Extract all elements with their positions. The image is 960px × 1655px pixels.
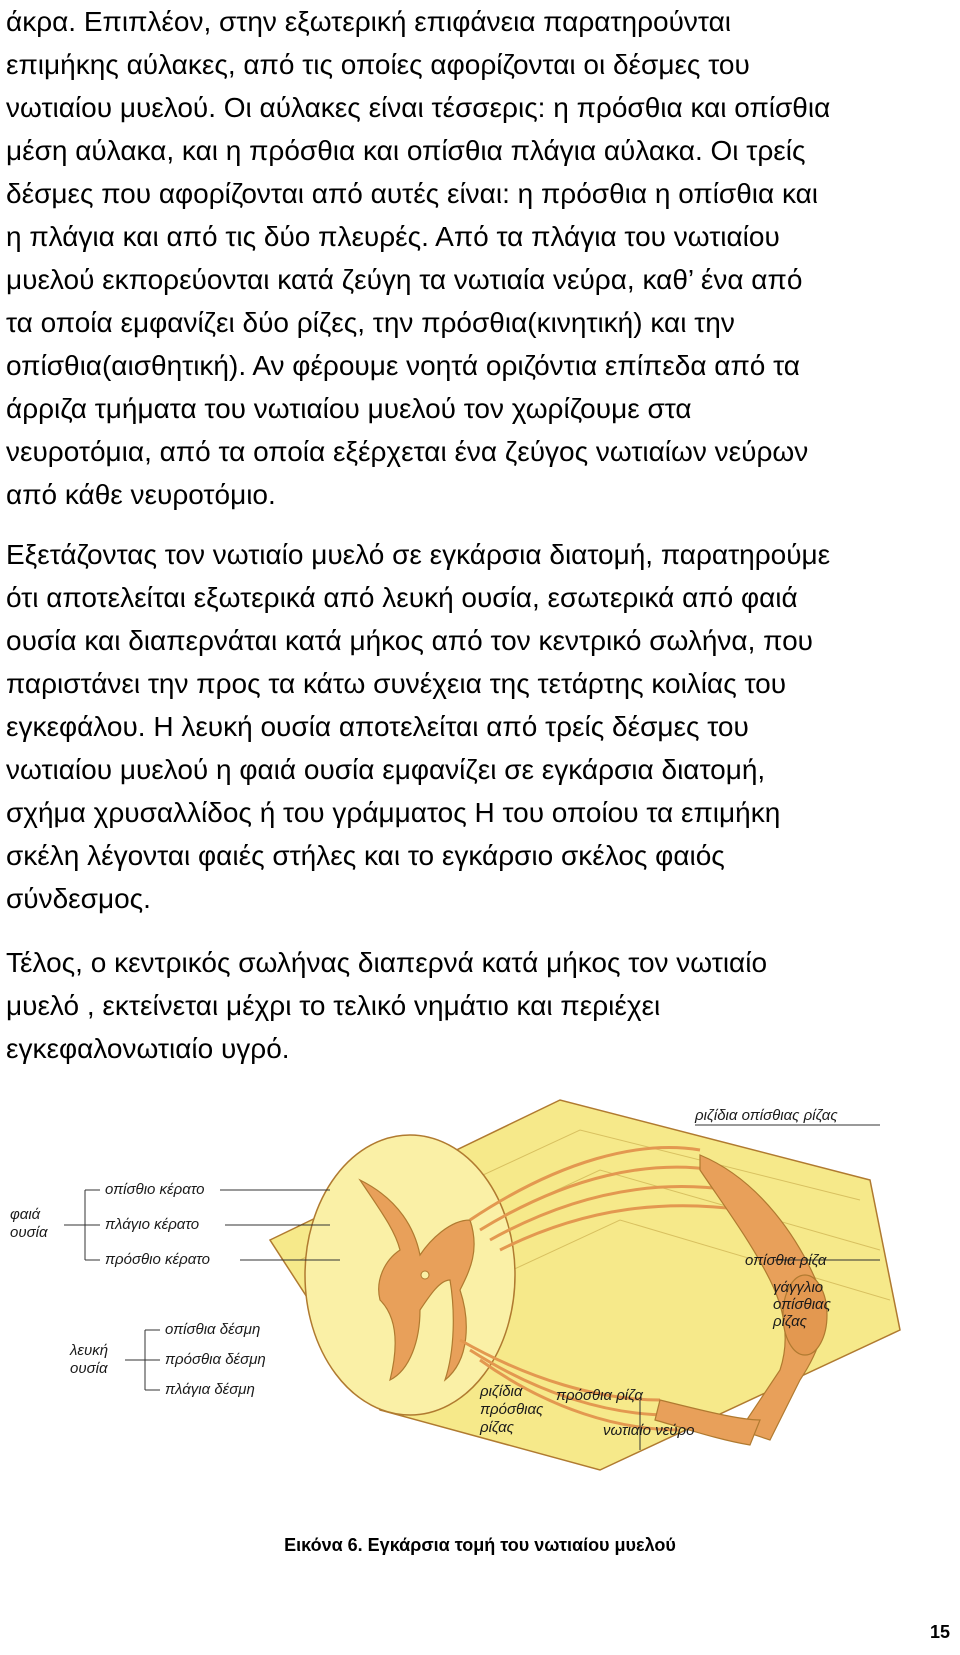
- label-posterior-root: οπίσθια ρίζα: [745, 1252, 827, 1269]
- label-posterior-funiculus: οπίσθια δέσμη: [165, 1321, 261, 1338]
- label-gray-matter-1: φαιά: [10, 1206, 41, 1223]
- label-white-matter-1: λευκή: [70, 1342, 109, 1359]
- label-anterior-funiculus: πρόσθια δέσμη: [165, 1351, 266, 1368]
- label-ganglion-2: οπίσθιας: [773, 1296, 831, 1313]
- spinal-cord-illustration: [0, 1080, 960, 1520]
- label-anterior-root: πρόσθια ρίζα: [556, 1387, 643, 1404]
- paragraph-1-text: άκρα. Επιπλέον, στην εξωτερική επιφάνεια παρατηρούνται επιμήκης αύλακες, από τις οποίες αφορίζονται οι δέσμες του νωτιαίου μυελού. Οι αύλακες είναι τέσσερις: η πρόσθια και οπίσθια μέση αύλακα, και η πρόσθια και οπίσθια πλάγια αύλακα. Οι τρείς δέσμες που αφορίζονται από αυτές είναι: η πρόσθια η οπίσθια και η πλάγια και από τις δύο πλευρές. Από τα πλάγια του νωτιαίου μυελού εκπορεύονται κατά ζεύγη τα νωτιαία νεύρα, καθ’ ένα από τα οποία εμφανίζει δύο ρίζες, την πρόσθια(κινητική) και την οπίσθια(αισθητική). Αν φέρουμε νοητά οριζόντια επίπεδα από τα άρριζα τμήματα του νωτιαίου μυελού τον χωρίζουμε στα νευροτόμια, από τα οποία εξέρχεται ένα ζεύγος νωτιαίων νεύρων από κάθε νευροτόμιο.: [6, 6, 831, 510]
- paragraph-1: [6, 0, 956, 516]
- label-ganglion-3: ρίζας: [773, 1313, 807, 1330]
- label-ganglion-1: γάγγλιο: [773, 1279, 824, 1296]
- label-posterior-rootlets: ριζίδια οπίσθιας ρίζας: [695, 1107, 838, 1124]
- label-posterior-horn: οπίσθιο κέρατο: [105, 1181, 205, 1198]
- label-spinal-nerve: νωτιαίο νεύρο: [603, 1422, 695, 1439]
- label-gray-matter-2: ουσία: [10, 1224, 48, 1241]
- label-anterior-rootlets-3: ρίζας: [480, 1419, 514, 1436]
- paragraph-2: [6, 533, 956, 920]
- label-lateral-funiculus: πλάγια δέσμη: [165, 1381, 255, 1398]
- paragraph-3-text: Τέλος, ο κεντρικός σωλήνας διαπερνά κατά μήκος τον νωτιαίο μυελό , εκτείνεται μέχρι το τελικό νημάτιο και περιέχει εγκεφαλονωτιαίο υγρό.: [6, 947, 768, 1064]
- label-anterior-rootlets-1: ριζίδια: [480, 1383, 523, 1400]
- label-white-matter-2: ουσία: [70, 1360, 108, 1377]
- label-anterior-horn: πρόσθιο κέρατο: [105, 1251, 210, 1268]
- figure-caption: Εικόνα 6. Εγκάρσια τομή του νωτιαίου μυελού: [284, 1535, 676, 1555]
- paragraph-3: [6, 941, 956, 1070]
- label-lateral-horn: πλάγιο κέρατο: [105, 1216, 200, 1233]
- label-anterior-rootlets-2: πρόσθιας: [480, 1401, 544, 1418]
- paragraph-2-text: Εξετάζοντας τον νωτιαίο μυελό σε εγκάρσια διατομή, παρατηρούμε ότι αποτελείται εξωτερικά από λευκή ουσία, εσωτερικά από φαιά ουσία και διαπερνάται κατά μήκος από τον κεντρικό σωλήνα, που παριστάνει την προς τα κάτω συνέχεια της τετάρτης κοιλίας του εγκεφάλου. Η λευκή ουσία αποτελείται από τρείς δέσμες του νωτιαίου μυελού η φαιά ουσία εμφανίζει σε εγκάρσια διατομή, σχήμα χρυσαλλίδος ή του γράμματος Η του οποίου τα επιμήκη σκέλη λέγονται φαιές στήλες και το εγκάρσιο σκέλος φαιός σύνδεσμος.: [6, 539, 831, 914]
- page-number: 15: [929, 1622, 950, 1642]
